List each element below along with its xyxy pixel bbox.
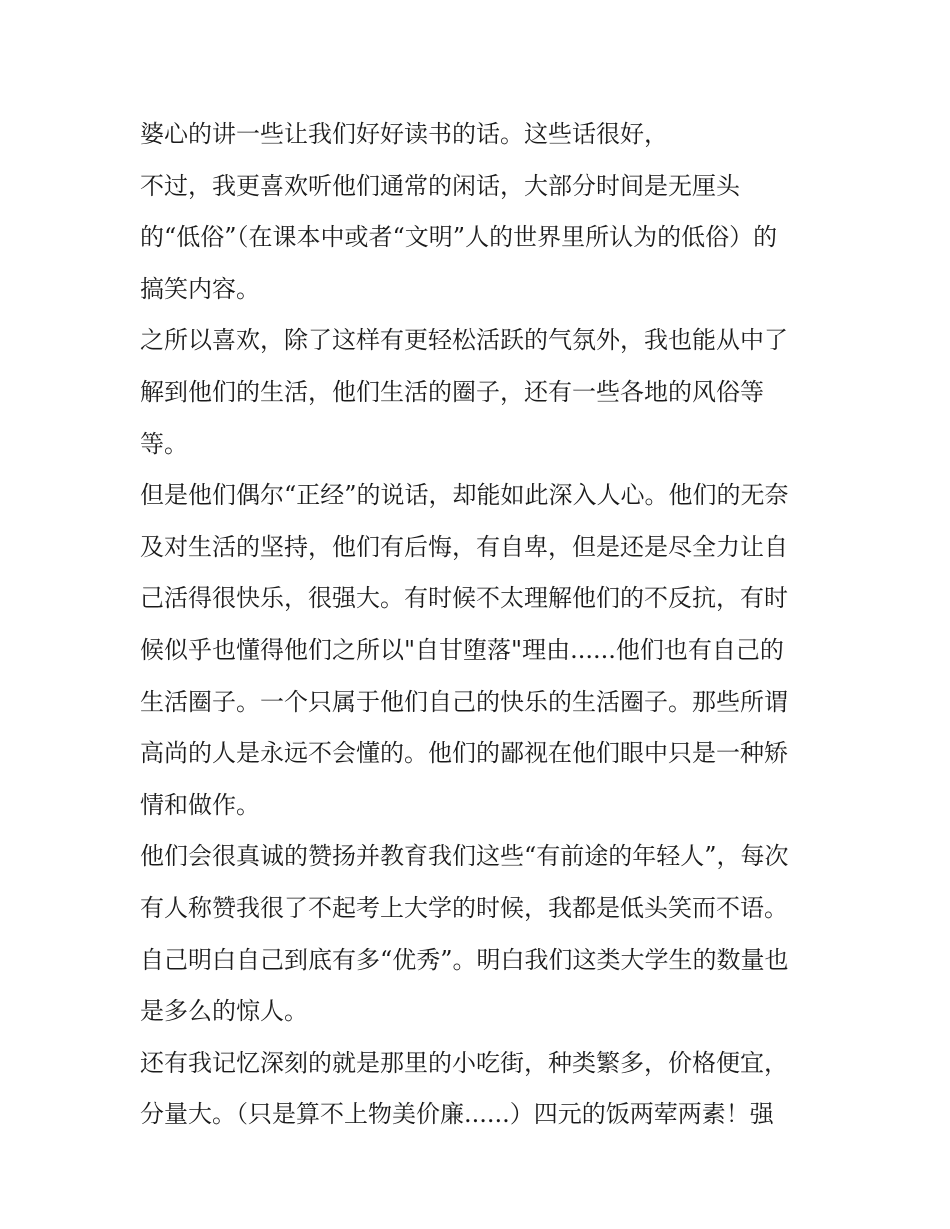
text-line: 是多么的惊人。 [140,997,308,1026]
text-line: 的“低俗”（在课本中或者“文明”人的世界里所认为的低俗）的 [140,223,778,252]
text-line: 不过，我更喜欢听他们通常的闲话，大部分时间是无厘头 [140,171,740,200]
text-line: 解到他们的生活，他们生活的圈子，还有一些各地的风俗等 [140,377,764,406]
text-line: 生活圈子。一个只属于他们自己的快乐的生活圈子。那些所谓 [140,687,788,716]
text-line: 候似乎也懂得他们之所以"自甘堕落"理由......他们也有自己的 [140,635,784,664]
text-line: 搞笑内容。 [140,274,260,303]
text-line: 他们会很真诚的赞扬并教育我们这些“有前途的年轻人”，每次 [140,842,789,871]
text-line: 有人称赞我很了不起考上大学的时候，我都是低头笑而不语。 [140,893,788,922]
text-line: 等。 [140,429,188,458]
text-line: 自己明白自己到底有多“优秀”。明白我们这类大学生的数量也 [140,945,789,974]
text-line: 及对生活的坚持，他们有后悔，有自卑，但是还是尽全力让自 [140,532,788,561]
text-line: 情和做作。 [140,790,260,819]
text-line: 高尚的人是永远不会懂的。他们的鄙视在他们眼中只是一种矫 [140,739,788,768]
text-line: 但是他们偶尔“正经”的说话，却能如此深入人心。他们的无奈 [140,481,789,510]
text-line: 己活得很快乐，很强大。有时候不太理解他们的不反抗，有时 [140,584,788,613]
text-line: 婆心的讲一些让我们好好读书的话。这些话很好， [140,120,668,148]
text-line: 分量大。（只是算不上物美价廉......）四元的饭两荤两素！强 [140,1100,774,1129]
body-text [140,109,820,1141]
text-line: 还有我记忆深刻的就是那里的小吃街，种类繁多，价格便宜， [140,1048,788,1077]
text-line: 之所以喜欢，除了这样有更轻松活跃的气氛外，我也能从中了 [140,326,788,355]
